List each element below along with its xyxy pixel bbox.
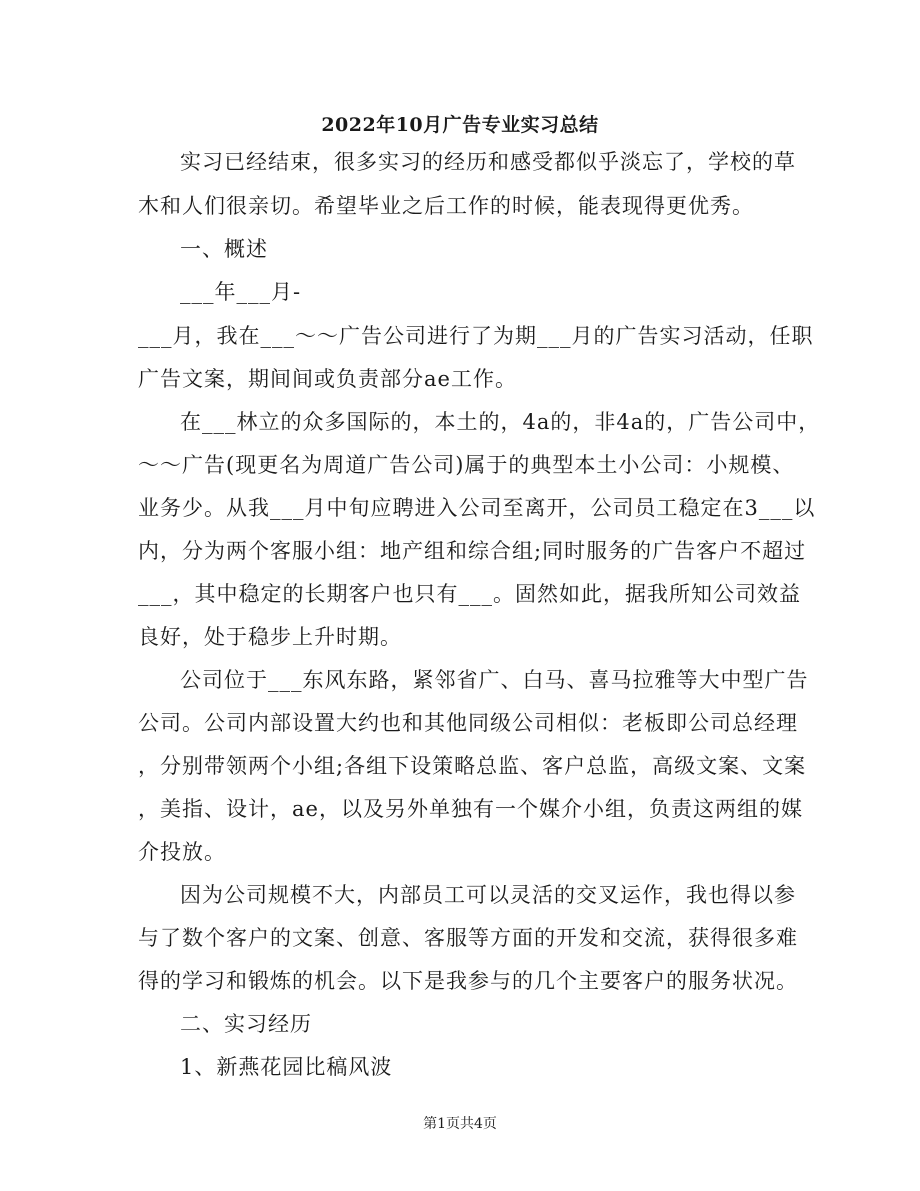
paragraph-line: 实习已经结束，很多实习的经历和感受都似乎淡忘了，学校的草 <box>180 150 796 174</box>
paragraph-line: 业务少。从我___月中旬应聘进入公司至离开，公司员工稳定在3___以 <box>138 496 816 520</box>
section-heading: 二、实习经历 <box>180 1012 312 1036</box>
paragraph-line: ___，其中稳定的长期客户也只有___。固然如此，据我所知公司效益 <box>138 582 801 606</box>
subsection-heading: 1、新燕花园比稿风波 <box>180 1055 393 1079</box>
paragraph-line: 因为公司规模不大，内部员工可以灵活的交叉运作，我也得以参 <box>180 883 796 907</box>
paragraph-line: ___年___月- <box>180 280 302 304</box>
paragraph-line: ，美指、设计，ae，以及另外单独有一个媒介小组，负责这两组的媒 <box>138 797 803 821</box>
paragraph-line: 木和人们很亲切。希望毕业之后工作的时候，能表现得更优秀。 <box>138 194 754 218</box>
paragraph-line: 良好，处于稳步上升时期。 <box>138 625 402 649</box>
paragraph-line: ～～广告(现更名为周道广告公司)属于的典型本土小公司：小规模、 <box>138 453 795 477</box>
paragraph-line: 在___林立的众多国际的，本土的，4a的，非4a的，广告公司中， <box>180 410 821 434</box>
page-number: 第1页共4页 <box>423 1116 497 1132</box>
paragraph-line: 广告文案，期间间或负责部分ae工作。 <box>138 367 517 391</box>
paragraph-line: 内，分为两个客服小组：地产组和综合组;同时服务的广告客户不超过 <box>138 539 807 563</box>
paragraph-line: 得的学习和锻炼的机会。以下是我参与的几个主要客户的服务状况。 <box>138 969 798 993</box>
paragraph-line: ，分别带领两个小组;各组下设策略总监、客户总监，高级文案、文案 <box>138 754 807 778</box>
paragraph-line: 介投放。 <box>138 840 226 864</box>
section-heading: 一、概述 <box>180 237 268 261</box>
paragraph-line: 公司。公司内部设置大约也和其他同级公司相似：老板即公司总经理 <box>138 711 798 735</box>
paragraph-line: 与了数个客户的文案、创意、客服等方面的开发和交流，获得很多难 <box>138 926 798 950</box>
paragraph-line: 公司位于___东风东路，紧邻省广、白马、喜马拉雅等大中型广告 <box>180 668 809 692</box>
paragraph-line: ___月，我在___～～广告公司进行了为期___月的广告实习活动，任职 <box>138 324 814 348</box>
document-title: 2022年10月广告专业实习总结 <box>321 114 599 136</box>
